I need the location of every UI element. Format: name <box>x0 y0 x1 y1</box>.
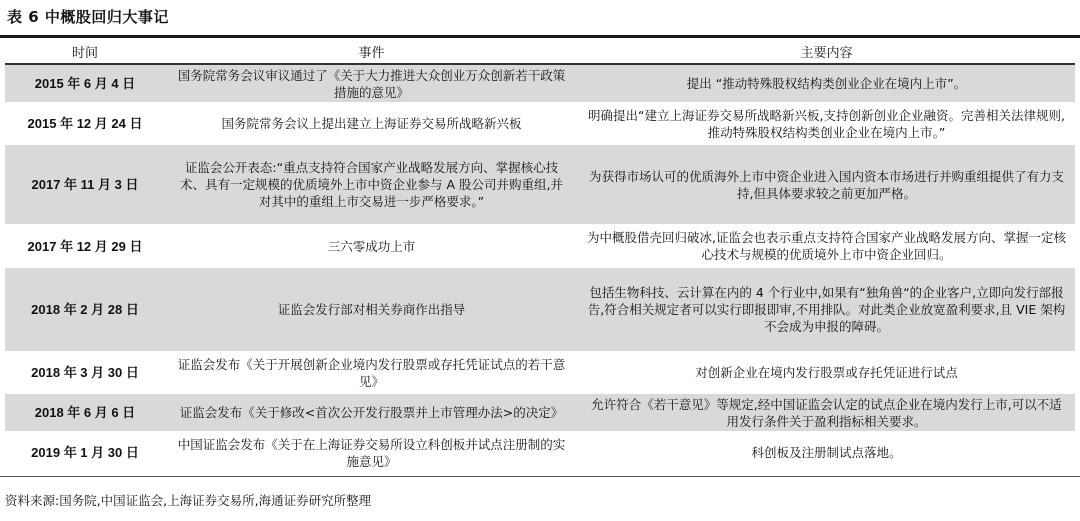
bottom-rule <box>0 476 1080 477</box>
row-content: 提出 “推动特殊股权结构类创业企业在境内上市”。 <box>578 65 1075 105</box>
row-content: 允许符合《若干意见》等规定,经中国证监会认定的试点企业在境内发行上市,可以不适用发行条件关于盈利指标相关要求。 <box>578 394 1075 434</box>
row-event: 证监会发行部对相关券商作出指导 <box>165 268 578 354</box>
table-row <box>5 105 1075 145</box>
table-row <box>5 434 1075 474</box>
row-date: 2017 年 12 月 29 日 <box>5 227 165 268</box>
table-row <box>5 145 1075 227</box>
row-content: 科创板及注册制试点落地。 <box>578 434 1075 474</box>
header-event: 事件 <box>165 40 578 65</box>
row-date: 2017 年 11 月 3 日 <box>5 145 165 227</box>
row-date: 2018 年 3 月 30 日 <box>5 354 165 394</box>
row-date: 2018 年 2 月 28 日 <box>5 268 165 354</box>
header-time: 时间 <box>5 40 165 65</box>
row-content: 对创新企业在境内发行股票或存托凭证进行试点 <box>578 354 1075 394</box>
top-rule <box>0 35 1080 38</box>
table-row <box>5 394 1075 434</box>
row-event: 国务院常务会议审议通过了《关于大力推进大众创业万众创新若干政策措施的意见》 <box>165 65 578 105</box>
row-date: 2015 年 6 月 4 日 <box>5 65 165 105</box>
events-table <box>5 40 1075 474</box>
header-row <box>5 40 1075 65</box>
header-content: 主要内容 <box>578 40 1075 65</box>
row-event: 中国证监会发布《关于在上海证券交易所设立科创板并试点注册制的实施意见》 <box>165 434 578 474</box>
row-content: 为获得市场认可的优质海外上市中资企业进入国内资本市场进行并购重组提供了有力支持,但具体要求较之前更加严格。 <box>578 145 1075 227</box>
row-event: 证监会公开表态:“重点支持符合国家产业战略发展方向、掌握核心技术、具有一定规模的优质境外上市中资企业参与 A 股公司并购重组,并对其中的重组上市交易进一步严格要求。” <box>165 145 578 227</box>
table-row <box>5 268 1075 354</box>
table-row <box>5 354 1075 394</box>
row-event: 国务院常务会议上提出建立上海证券交易所战略新兴板 <box>165 105 578 145</box>
row-date: 2019 年 1 月 30 日 <box>5 434 165 474</box>
row-date: 2015 年 12 月 24 日 <box>5 105 165 145</box>
source-note: 资料来源:国务院,中国证监会,上海证券交易所,海通证券研究所整理 <box>5 493 372 508</box>
row-date: 2018 年 6 月 6 日 <box>5 394 165 434</box>
row-content: 明确提出“建立上海证券交易所战略新兴板,支持创新创业企业融资。完善相关法律规则,推动特殊股权结构类创业企业在境内上市。” <box>578 105 1075 145</box>
table-title: 表 6 中概股回归大事记 <box>7 8 169 26</box>
table-row <box>5 227 1075 268</box>
row-content: 为中概股借壳回归破冰,证监会也表示重点支持符合国家产业战略发展方向、掌握一定核心技术与规模的优质境外上市中资企业回归。 <box>578 227 1075 268</box>
table-row <box>5 65 1075 105</box>
row-event: 证监会发布《关于修改<首次公开发行股票并上市管理办法>的决定》 <box>165 394 578 434</box>
row-event: 证监会发布《关于开展创新企业境内发行股票或存托凭证试点的若干意见》 <box>165 354 578 394</box>
row-event: 三六零成功上市 <box>165 227 578 268</box>
row-content: 包括生物科技、云计算在内的 4 个行业中,如果有“独角兽“的企业客户,立即向发行部报告,符合相关规定者可以实行即报即审,不用排队。对此类企业放宽盈利要求,且 VIE 架构不会成为申报的障碍。 <box>578 268 1075 354</box>
